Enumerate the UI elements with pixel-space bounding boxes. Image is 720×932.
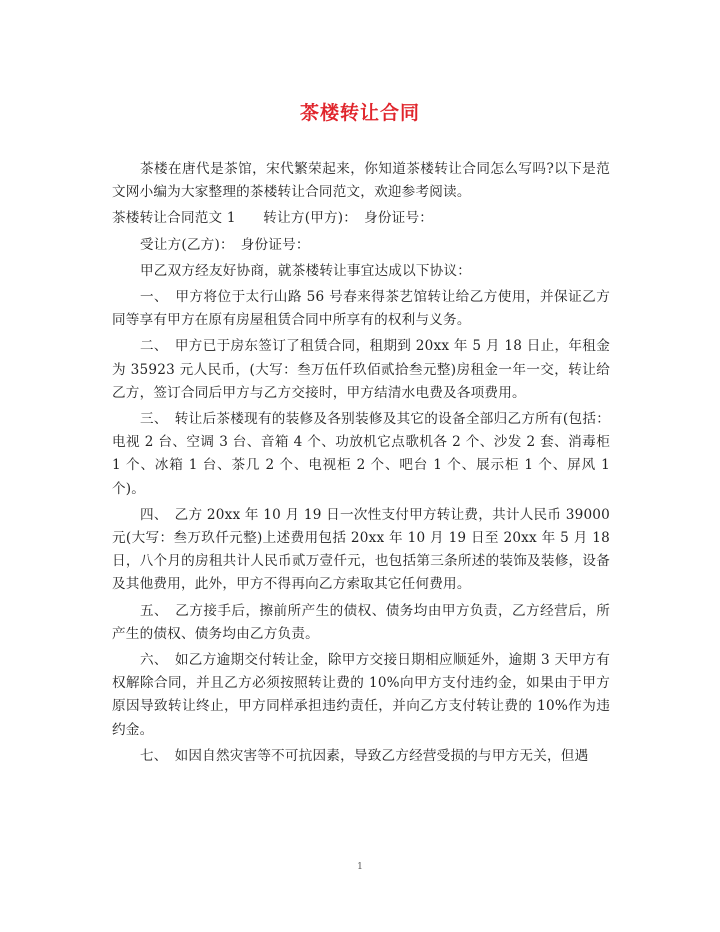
paragraph: 甲乙双方经友好协商，就茶楼转让事宜达成以下协议： bbox=[140, 262, 472, 279]
document-body bbox=[112, 158, 610, 771]
paragraph: 受让方(乙方)： 身份证号： bbox=[140, 236, 310, 253]
paragraph: 一、 甲方将位于太行山路 56 号春来得茶艺馆转让给乙方使用，并保证乙方同等享有甲方在原有房屋租赁合同中所享有的权利与义务。 bbox=[112, 289, 610, 329]
paragraph: 五、 乙方接手后，擦前所产生的债权、债务均由甲方负责，乙方经营后，所产生的债权、债务均由乙方负责。 bbox=[112, 602, 610, 642]
paragraph: 二、 甲方已于房东签订了租赁合同，租期到 20xx 年 5 月 18 日止，年租金为 35923 元人民币，(大写：叁万伍仟玖佰贰拾叁元整)房租金一年一交，转让给乙方，签订合同后甲方与乙方交接时，甲方结清水电费及各项费用。 bbox=[112, 338, 610, 401]
document-title: 茶楼转让合同 bbox=[299, 102, 420, 124]
paragraph: 三、 转让后茶楼现有的装修及各别装修及其它的设备全部归乙方所有(包括：电视 2 台、空调 3 台、音箱 4 个、功放机它点歌机各 2 个、沙发 2 套、消毒柜 1 个、冰箱 1 台、茶几 2 个、电视柜 2 个、吧台 1 个、展示柜 1 个、屏风 1 个)。 bbox=[112, 411, 610, 497]
paragraph: 六、 如乙方逾期交付转让金，除甲方交接日期相应顺延外，逾期 3 天甲方有权解除合同，并且乙方必须按照转让费的 10%向甲方支付违约金，如果由于甲方原因导致转让终止，甲方同样承担违约责任，并向乙方支付转让费的 10%作为违约金。 bbox=[112, 652, 610, 738]
paragraph: 四、 乙方 20xx 年 10 月 19 日一次性支付甲方转让费，共计人民币 39000 元(大写：叁万玖仟元整)上述费用包括 20xx 年 10 月 19 日至 20xx 年 5 月 18 日，八个月的房租共计人民币贰万壹仟元，也包括第三条所述的装饰及装修，设备及其他费用，此外，甲方不得再向乙方索取其它任何费用。 bbox=[112, 506, 610, 593]
page-number: 1 bbox=[357, 862, 363, 872]
paragraph: 茶楼在唐代是茶馆，宋代繁荣起来，你知道茶楼转让合同怎么写吗?以下是范文网小编为大家整理的茶楼转让合同范文，欢迎参考阅读。 bbox=[112, 161, 610, 201]
paragraph: 茶楼转让合同范文 1 转让方(甲方)： 身份证号： bbox=[112, 210, 434, 227]
paragraph: 七、 如因自然灾害等不可抗因素，导致乙方经营受损的与甲方无关，但遇 bbox=[140, 747, 589, 764]
